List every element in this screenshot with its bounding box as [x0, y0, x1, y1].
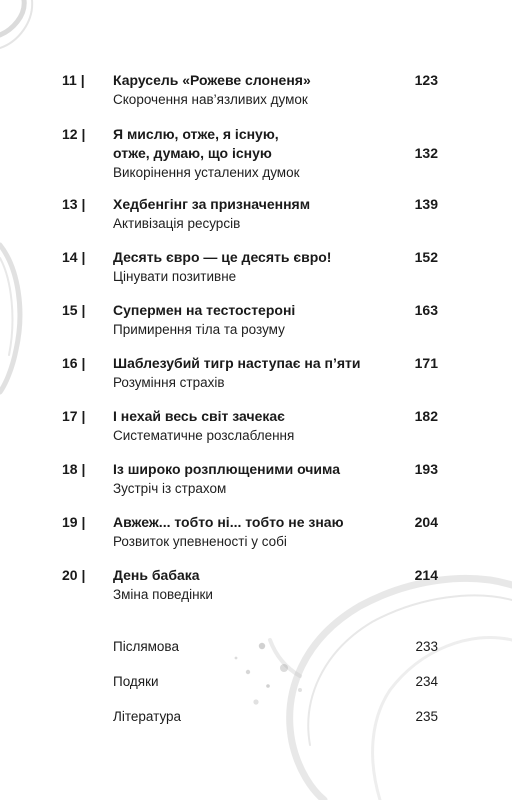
page-number: 204 — [414, 514, 438, 530]
page-number: 193 — [414, 461, 438, 477]
chapter-subtitle: Розуміння страхів — [113, 375, 225, 390]
chapter-title: отже, думаю, що існую — [113, 145, 272, 161]
page-number: 171 — [414, 355, 438, 371]
chapter-number: 15 | — [62, 302, 86, 318]
page-number: 163 — [414, 302, 438, 318]
chapter-subtitle: Примирення тіла та розуму — [113, 322, 285, 337]
chapter-number: 18 | — [62, 461, 86, 477]
page-number: 132 — [414, 145, 438, 161]
chapter-subtitle: Систематичне розслаблення — [113, 428, 295, 443]
page-number: 233 — [415, 639, 438, 654]
chapter-subtitle: Зустріч із страхом — [113, 481, 227, 496]
chapter-title: Шаблезубий тигр наступає на п’яти — [113, 355, 361, 371]
chapter-number: 13 | — [62, 196, 86, 212]
chapter-number: 19 | — [62, 514, 86, 530]
chapter-title: Карусель «Рожеве слоненя» — [113, 72, 311, 88]
chapter-number: 12 | — [62, 126, 86, 142]
chapter-title: Десять євро — це десять євро! — [113, 249, 332, 265]
chapter-subtitle: Викорінення усталених думок — [113, 165, 300, 180]
chapter-title: Хедбенгінг за призначенням — [113, 196, 311, 212]
chapter-number: 11 | — [62, 72, 85, 88]
chapter-subtitle: Активізація ресурсів — [113, 216, 241, 231]
chapter-title: І нехай весь світ зачекає — [113, 408, 285, 424]
chapter-subtitle: Розвиток упевненості у собі — [113, 534, 287, 549]
chapter-title: Авжеж... тобто ні... тобто не знаю — [113, 514, 344, 530]
back-matter-label: Післямова — [113, 639, 179, 654]
chapter-number: 16 | — [62, 355, 86, 371]
chapter-title: Я мислю, отже, я існую, — [113, 126, 279, 142]
back-matter-label: Подяки — [113, 674, 159, 689]
chapter-subtitle: Цінувати позитивне — [113, 269, 237, 284]
chapter-subtitle: Зміна поведінки — [113, 587, 213, 602]
chapter-number: 17 | — [62, 408, 86, 424]
back-matter-label: Література — [113, 709, 182, 724]
page-number: 234 — [415, 674, 438, 689]
chapter-title: День бабака — [113, 567, 200, 583]
page-number: 139 — [414, 196, 438, 212]
chapter-number: 20 | — [62, 567, 86, 583]
chapter-title: Супермен на тестостероні — [113, 302, 296, 318]
page-number: 152 — [414, 249, 438, 265]
page-number: 123 — [414, 72, 438, 88]
page-number: 182 — [414, 408, 438, 424]
chapter-number: 14 | — [62, 249, 86, 265]
chapter-title: Із широко розплющеними очима — [113, 461, 340, 477]
chapter-subtitle: Скорочення нав’язливих думок — [113, 92, 308, 107]
page-number: 235 — [415, 709, 438, 724]
page-number: 214 — [414, 567, 438, 583]
